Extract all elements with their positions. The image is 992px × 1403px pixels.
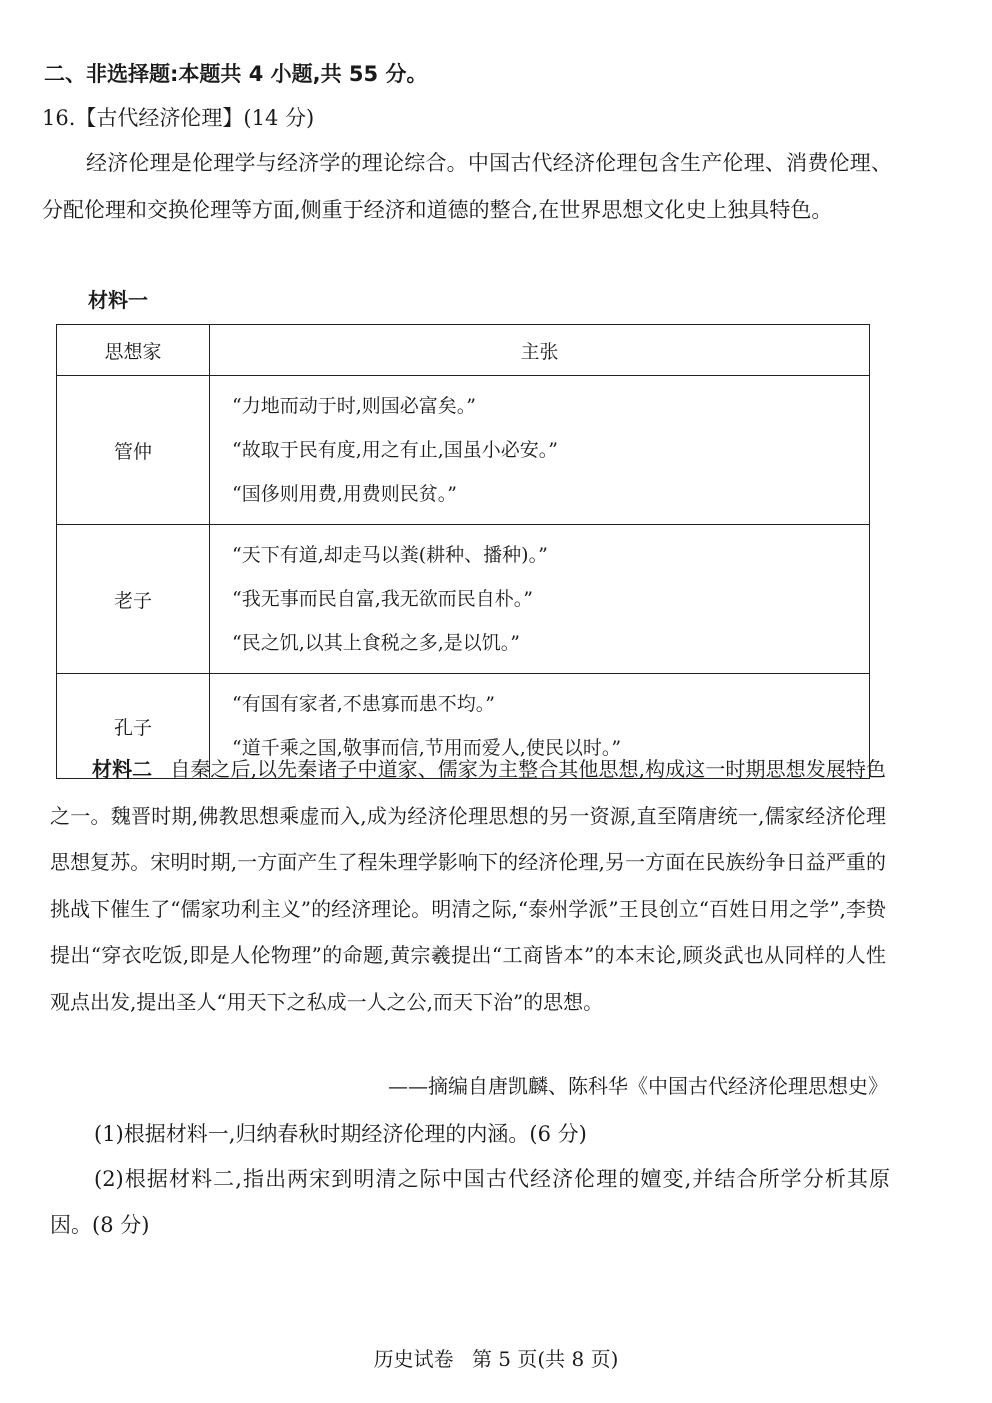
quotes-cell (210, 525, 870, 674)
material1-label: 材料一 (88, 288, 148, 312)
thinker-cell: 管仲 (57, 376, 210, 525)
question-title: 16.【古代经济伦理】(14 分) (42, 106, 315, 130)
material2-label: 材料二 (92, 757, 153, 781)
material2-source: ——摘编自唐凯麟、陈科华《中国古代经济伦理思想史》 (388, 1074, 888, 1098)
quote-line: “故取于民有度,用之有止,国虽小必安。” (232, 439, 559, 461)
subquestion-2: (2)根据材料二,指出两宋到明清之际中国古代经济伦理的嬗变,并结合所学分析其原因。(8 分) (50, 1167, 890, 1237)
table-row-laozi (57, 525, 870, 674)
header-claim: 主张 (210, 325, 870, 376)
quote-line: “天下有道,却走马以粪(耕种、播种)。” (232, 544, 548, 566)
quote-line: “有国有家者,不患寡而患不均。” (232, 693, 495, 715)
table-header-row (57, 325, 870, 376)
thinker-cell: 孔子 (57, 674, 210, 779)
question-intro: 经济伦理是伦理学与经济学的理论综合。中国古代经济伦理包含生产伦理、消费伦理、分配伦理和交换伦理等方面,侧重于经济和道德的整合,在世界思想文化史上独具特色。 (42, 151, 892, 222)
thinker-cell: 老子 (57, 525, 210, 674)
header-thinker: 思想家 (57, 325, 210, 376)
page-footer (0, 1343, 992, 1372)
quote-line: “我无事而民自富,我无欲而民自朴。” (232, 588, 533, 610)
quote-line: “力地而动于时,则国必富矣。” (232, 395, 476, 417)
material2-text: 自秦之后,以先秦诸子中道家、儒家为主整合其他思想,构成这一时期思想发展特色之一。魏晋时期,佛教思想乘虚而入,成为经济伦理思想的另一资源,直至隋唐统一,儒家经济伦理思想复苏。宋明时期,一方面产生了程朱理学影响下的经济伦理,另一方面在民族纷争日益严重的挑战下催生了“儒家功利主义”的经济理论。明清之际,“泰州学派”王艮创立“百姓日用之学”,李贽提出“穿衣吃饭,即是人伦物理”的命题,黄宗羲提出“工商皆本”的本末论,顾炎武也从同样的人性观点出发,提出圣人“用天下之私成一人之公,而天下治”的思想。 (50, 757, 887, 1014)
section-heading: 二、非选择题:本题共 4 小题,共 55 分。 (44, 62, 428, 86)
footer-page-number: 第 5 页(共 8 页) (471, 1347, 619, 1371)
table-row-guanzhong (57, 376, 870, 525)
quotes-cell (210, 376, 870, 525)
quote-line: “民之饥,以其上食税之多,是以饥。” (232, 632, 521, 654)
subquestion-1: (1)根据材料一,归纳春秋时期经济伦理的内涵。(6 分) (94, 1122, 587, 1146)
quote-line: “道千乘之国,敬事而信,节用而爱人,使民以时。” (232, 737, 622, 759)
material2-paragraph (50, 746, 886, 1025)
footer-subject: 历史试卷 (373, 1347, 454, 1371)
material1-table (56, 324, 870, 779)
quote-line: “国侈则用费,用费则民贫。” (232, 483, 457, 505)
